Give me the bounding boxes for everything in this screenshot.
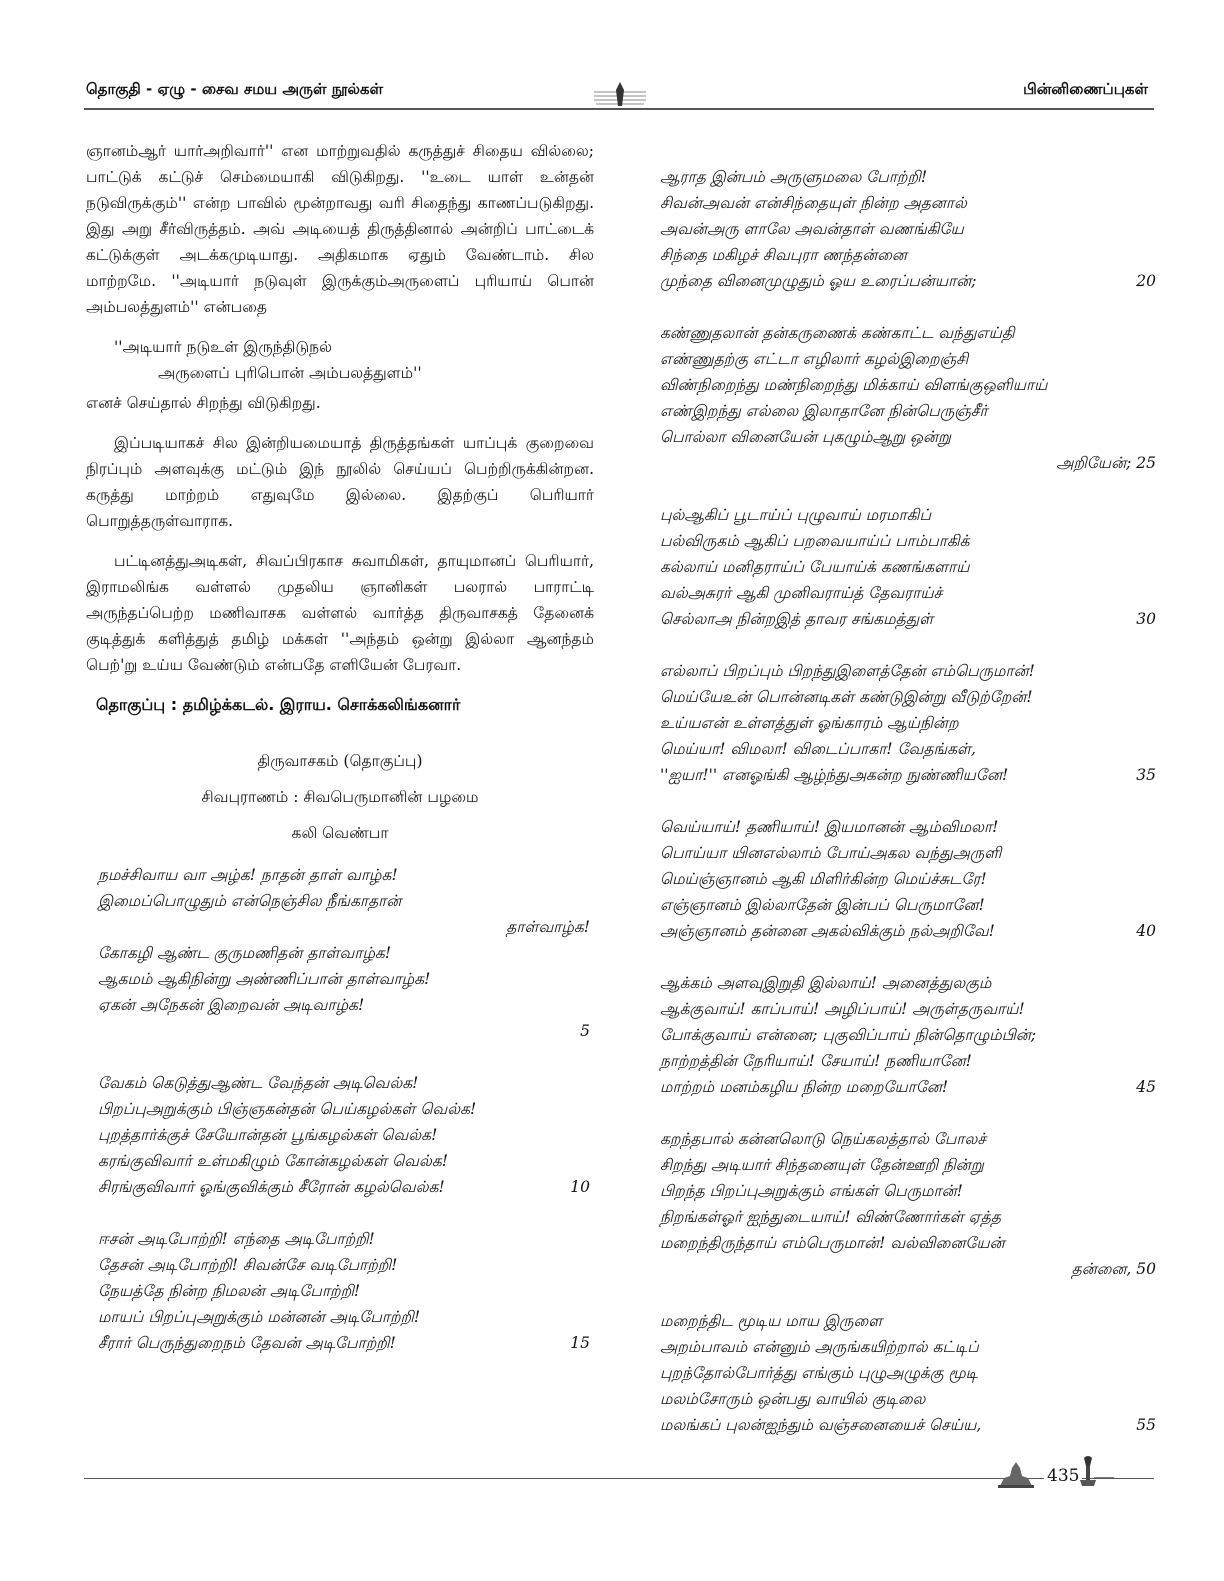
verse-line — [660, 1178, 1156, 1204]
verse-line — [660, 1204, 1156, 1230]
verse-line — [98, 1278, 594, 1304]
verse-text: உய்யஎன் உள்ளத்துள் ஓங்காரம் ஆய்நின்ற — [660, 714, 959, 732]
verse-line — [660, 346, 1156, 372]
verse-text: தாள்வாழ்க! — [506, 918, 590, 936]
verse-line — [660, 1412, 1156, 1438]
quote-line: அருளைப் புரிபொன் அம்பலத்துளம்'' — [158, 364, 422, 382]
verse-line — [98, 1096, 594, 1122]
verse-text: மலம்சோரும் ஒன்பது வாயில் குடிலை — [660, 1390, 926, 1408]
verse-text: நிறங்கள்ஓர் ஐந்துடையாய்! விண்ணோர்கள் ஏத்த — [660, 1208, 1001, 1226]
verse-text: கோகழி ஆண்ட குருமணிதன் தாள்வாழ்க! — [98, 944, 392, 962]
verse-line — [660, 710, 1156, 736]
verse-line — [660, 216, 1156, 242]
verse-text: மாற்றம் மனம்கழிய நின்ற மறையோனே! — [660, 1078, 949, 1096]
verse-text: இமைப்பொழுதும் என்நெஞ்சில நீங்காதான் — [98, 892, 402, 910]
verse-line — [660, 398, 1156, 424]
right-column — [660, 164, 1156, 1464]
verse-text: ஈசன் அடிபோற்றி! எந்தை அடிபோற்றி! — [98, 1230, 375, 1248]
left-verses — [86, 862, 594, 1356]
header-rule — [84, 108, 1154, 110]
verse-line — [98, 1070, 594, 1096]
verse-line — [660, 1126, 1156, 1152]
verse-text: கரங்குவிவார் உள்மகிழும் கோன்கழல்கள் வெல்க! — [98, 1152, 448, 1170]
verse-text: ஆராத இன்பம் அருளுமலை போற்றி! — [660, 168, 928, 186]
verse-text: முந்தை வினைமுழுதும் ஓய உரைப்பன்யான்; — [660, 272, 977, 290]
verse-text: ஆக்கம் அளவுஇறுதி இல்லாய்! அனைத்துலகும் — [660, 974, 992, 992]
metre-label: கலி வெண்பா — [291, 824, 389, 842]
verse-text: கல்லாய் மனிதராய்ப் பேயாய்க் கணங்களாய் — [660, 558, 970, 576]
intro-paragraph: ஞானம்ஆர் யார்அறிவார்'' என மாற்றுவதில் கருத்துச் சிதைய வில்லை; பாட்டுக் கட்டுச் செம்மையாகி விடுகிறது. ''உடை யாள் உன்தன் நடுவிருக்கும்'' என்ற பாவில் மூன்றாவது வரி சிதைந்து காணப்படுகிறது. இது அறு சீர்விருத்தம். அவ் அடியைத் திருத்தினால் அன்றிப் பாட்டைக் கட்டுக்குள் அடக்கமுடியாது. அதிகமாக ஏதும் வேண்டாம். சில மாற்றமே. ''அடியார் நடுவுள் இருக்கும்அருளைப் புரியாய் பொன் அம்பலத்துளம்'' என்பதை — [86, 142, 594, 316]
verse-text: எண்இறந்து எல்லை இலாதானே நின்பெருஞ்சீர் — [660, 402, 988, 420]
verse-text: நேயத்தே நின்ற நிமலன் அடிபோற்றி! — [98, 1282, 361, 1300]
verse-line — [660, 970, 1156, 996]
verse-stanza — [660, 1308, 1156, 1438]
verse-line — [660, 502, 1156, 528]
verse-line — [660, 164, 1156, 190]
verse-line — [98, 888, 594, 914]
verse-text: செல்லாஅ நின்றஇத் தாவர சங்கமத்துள் — [660, 610, 934, 628]
paragraph: இப்படியாகச் சில இன்றியமையாத் திருத்தங்கள் யாப்புக் குறைவை நிரப்பும் அளவுக்கு மட்டும் இந் நூலில் செய்யப் பெற்றிருக்கின்றன. கருத்து மாற்றம் எதுவுமே இல்லை. இதற்குப் பெரியார் பொறுத்தருள்வாராக. — [86, 434, 594, 530]
verse-line — [660, 1360, 1156, 1386]
verse-text: பிறந்த பிறப்புஅறுக்கும் எங்கள் பெருமான்! — [660, 1182, 963, 1200]
compiler-heading: தொகுப்பு : தமிழ்க்கடல். இராய. சொக்கலிங்கனார் — [96, 695, 461, 714]
line-number: 55 — [1136, 1416, 1156, 1434]
verse-text: எண்ணுதற்கு எட்டா எழிலார் கழல்இறைஞ்சி — [660, 350, 969, 368]
temple-ornament-icon — [996, 1458, 1036, 1488]
verse-text: நாற்றத்தின் நேரியாய்! சேயாய்! நணியானே! — [660, 1052, 972, 1070]
verse-stanza — [86, 862, 594, 1044]
verse-line — [660, 1022, 1156, 1048]
verse-text: 5 — [580, 1022, 590, 1040]
verse-text: பொல்லா வினையேன் புகழும்ஆறு ஒன்று — [660, 428, 951, 446]
line-number: 45 — [1136, 1078, 1156, 1096]
line-number: 30 — [1136, 610, 1156, 628]
verse-line — [660, 840, 1156, 866]
verse-text: அஞ்ஞானம் தன்னை அகல்விக்கும் நல்அறிவே! — [660, 922, 995, 940]
verse-line — [660, 372, 1156, 398]
verse-text: மாயப் பிறப்புஅறுக்கும் மன்னன் அடிபோற்றி! — [98, 1308, 421, 1326]
paragraph: எனச் செய்தால் சிறந்து விடுகிறது. — [86, 394, 321, 412]
verse-line — [98, 992, 594, 1018]
line-number: 20 — [1136, 272, 1156, 290]
verse-text: எல்லாப் பிறப்பும் பிறந்துஇளைத்தேன் எம்பெருமான்! — [660, 662, 1035, 680]
line-number: 40 — [1136, 922, 1156, 940]
verse-line — [660, 814, 1156, 840]
running-header-right: பின்னிணைப்புகள் — [1023, 80, 1148, 98]
line-number: 15 — [570, 1334, 590, 1352]
right-verses — [660, 164, 1156, 1438]
verse-text: வல்அசுரர் ஆகி முனிவராய்த் தேவராய்ச் — [660, 584, 943, 602]
verse-text: கறந்தபால் கன்னலொடு நெய்கலத்தால் போலச் — [660, 1130, 986, 1148]
verse-line — [660, 1308, 1156, 1334]
verse-text: போக்குவாய் என்னை; புகுவிப்பாய் நின்தொழும்பின்; — [660, 1026, 1037, 1044]
verse-line — [660, 1152, 1156, 1178]
quote-line: ''அடியார் நடுஉள் இருந்திடுநல் — [114, 338, 332, 356]
running-header-left: தொகுதி - ஏழு - சைவ சமய அருள் நூல்கள் — [86, 80, 384, 98]
verse-text: ஏகன் அநேகன் இறைவன் அடிவாழ்க! — [98, 996, 365, 1014]
verse-line — [660, 1334, 1156, 1360]
verse-line — [660, 554, 1156, 580]
verse-runover — [660, 1256, 1156, 1282]
verse-text: சிந்தை மகிழச் சிவபுரா ணந்தன்னை — [660, 246, 907, 264]
quoted-correction — [114, 334, 594, 386]
verse-stanza — [660, 814, 1156, 944]
left-column — [86, 138, 594, 1382]
chapter-title: சிவபுராணம் : சிவபெருமானின் பழமை — [201, 788, 479, 806]
verse-text: மெய்யேஉன் பொன்னடிகள் கண்டுஇன்று வீடுற்றேன்! — [660, 688, 1033, 706]
verse-text: வேகம் கெடுத்துஆண்ட வேந்தன் அடிவெல்க! — [98, 1074, 419, 1092]
verse-text: ''ஐயா!'' எனஓங்கி ஆழ்ந்துஅகன்ற நுண்ணியனே! — [660, 766, 1009, 784]
verse-text: தன்னை, 50 — [1071, 1260, 1156, 1278]
verse-stanza — [660, 970, 1156, 1100]
verse-line — [98, 1174, 594, 1200]
verse-text: அவன்அரு ளாலே அவன்தாள் வணங்கியே — [660, 220, 964, 238]
verse-text: சிரங்குவிவார் ஓங்குவிக்கும் சீரோன் கழல்வெல்க! — [98, 1178, 445, 1196]
verse-line — [98, 966, 594, 992]
paragraph: பட்டினத்துஅடிகள், சிவப்பிரகாச சுவாமிகள், தாயுமானப் பெரியார், இராமலிங்க வள்ளல் முதலிய ஞானிகள் பலரால் பாராட்டி அருந்தப்பெற்ற மணிவாசக வள்ளல் வார்த்த திருவாசகத் தேனைக் குடித்துக் களித்துத் தமிழ் மக்கள் ''அந்தம் ஒன்று இல்லா ஆனந்தம் பெற்'று உய்ய வேண்டும் என்பதே எளியேன் பேரவா. — [86, 552, 594, 674]
verse-line — [660, 268, 1156, 294]
verse-line — [98, 1122, 594, 1148]
verse-text: தேசன் அடிபோற்றி! சிவன்சே வடிபோற்றி! — [98, 1256, 398, 1274]
footer-rule — [84, 1478, 1154, 1479]
verse-line — [98, 1252, 594, 1278]
verse-line — [98, 940, 594, 966]
verse-text: நமச்சிவாய வா அழ்க! நாதன் தாள் வாழ்க! — [98, 866, 398, 884]
verse-stanza — [660, 502, 1156, 632]
verse-line — [660, 606, 1156, 632]
verse-line — [660, 424, 1156, 450]
verse-text: புறத்தார்க்குச் சேயோன்தன் பூங்கழல்கள் வெல்க! — [98, 1126, 438, 1144]
verse-stanza — [660, 320, 1156, 476]
verse-line — [98, 1148, 594, 1174]
verse-text: புல்ஆகிப் பூடாய்ப் புழுவாய் மரமாகிப் — [660, 506, 931, 524]
verse-line — [660, 1386, 1156, 1412]
header-ornament-icon — [592, 80, 648, 110]
verse-text: மறைந்திருந்தாய் எம்பெருமான்! வல்வினையேன் — [660, 1234, 1005, 1252]
verse-line — [660, 320, 1156, 346]
verse-stanza — [660, 1126, 1156, 1282]
verse-text: மெய்யா! விமலா! விடைப்பாகா! வேதங்கள், — [660, 740, 976, 758]
verse-runover — [98, 1018, 594, 1044]
verse-text: விண்நிறைந்து மண்நிறைந்து மிக்காய் விளங்குஒளியாய் — [660, 376, 1048, 394]
verse-text: சிவன்அவன் என்சிந்தையுள் நின்ற அதனால் — [660, 194, 967, 212]
verse-text: சீரார் பெருந்துறைநம் தேவன் அடிபோற்றி! — [98, 1334, 396, 1352]
verse-runover — [98, 914, 594, 940]
verse-line — [660, 242, 1156, 268]
verse-line — [660, 190, 1156, 216]
verse-text: எஞ்ஞானம் இல்லாதேன் இன்பப் பெருமானே! — [660, 896, 985, 914]
verse-line — [660, 1074, 1156, 1100]
verse-text: கண்ணுதலான் தன்கருணைக் கண்காட்ட வந்துஎய்தி — [660, 324, 1015, 342]
verse-text: புறந்தோல்போர்த்து எங்கும் புழுஅழுக்கு மூடி — [660, 1364, 978, 1382]
verse-line — [660, 866, 1156, 892]
verse-text: ஆக்குவாய்! காப்பாய்! அழிப்பாய்! அருள்தருவாய்! — [660, 1000, 1025, 1018]
verse-text: பிறப்புஅறுக்கும் பிஞ்ஞகன்தன் பெய்கழல்கள் வெல்க! — [98, 1100, 477, 1118]
verse-text: வெய்யாய்! தணியாய்! இயமானன் ஆம்விமலா! — [660, 818, 999, 836]
work-title: திருவாசகம் (தொகுப்பு) — [257, 752, 423, 770]
verse-text: பொய்யா யினஎல்லாம் போய்அகல வந்துஅருளி — [660, 844, 1002, 862]
line-number: 10 — [570, 1178, 590, 1196]
verse-text: சிறந்து அடியார் சிந்தனையுள் தேன்ஊறி நின்று — [660, 1156, 984, 1174]
lamp-ornament-icon — [1072, 1454, 1114, 1488]
verse-runover — [660, 450, 1156, 476]
verse-stanza — [660, 164, 1156, 294]
verse-line — [660, 1048, 1156, 1074]
verse-text: பல்விருகம் ஆகிப் பறவையாய்ப் பாம்பாகிக் — [660, 532, 970, 550]
verse-stanza — [86, 1070, 594, 1200]
page-number: 435 — [1044, 1466, 1082, 1486]
verse-line — [98, 862, 594, 888]
verse-line — [98, 1226, 594, 1252]
verse-line — [660, 762, 1156, 788]
verse-stanza — [86, 1226, 594, 1356]
verse-text: அறம்பாவம் என்னும் அருங்கயிற்றால் கட்டிப் — [660, 1338, 979, 1356]
verse-line — [660, 658, 1156, 684]
verse-line — [98, 1330, 594, 1356]
verse-line — [660, 528, 1156, 554]
verse-text: மறைந்திட மூடிய மாய இருளை — [660, 1312, 883, 1330]
verse-line — [660, 996, 1156, 1022]
verse-line — [660, 892, 1156, 918]
verse-line — [98, 1304, 594, 1330]
line-number: 35 — [1136, 766, 1156, 784]
verse-line — [660, 918, 1156, 944]
verse-line — [660, 684, 1156, 710]
verse-line — [660, 1230, 1156, 1256]
verse-text: மலங்கப் புலன்ஐந்தும் வஞ்சனையைச் செய்ய, — [660, 1416, 982, 1434]
verse-stanza — [660, 658, 1156, 788]
verse-text: அறியேன்; 25 — [1056, 454, 1156, 472]
verse-line — [660, 736, 1156, 762]
verse-text: மெய்ஞ்ஞானம் ஆகி மிளிர்கின்ற மெய்ச்சுடரே! — [660, 870, 987, 888]
verse-line — [660, 580, 1156, 606]
verse-text: ஆகமம் ஆகிநின்று அண்ணிப்பான் தாள்வாழ்க! — [98, 970, 431, 988]
